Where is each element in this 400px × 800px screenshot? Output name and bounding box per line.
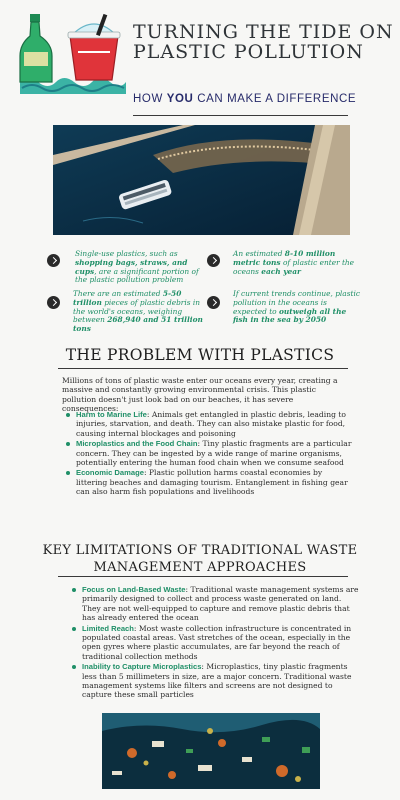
- arrow-right-icon: [47, 254, 60, 267]
- arrow-right-icon: [207, 296, 220, 309]
- fact-single-use: Single-use plastics, such as shopping bags, straws, and cups, are a significant portion of the plastic pollution problem: [75, 249, 199, 285]
- fact-debris-count: There are an estimated 5-50 trillion pieces of plastic debris in the world's oceans, weighing between 268,940 and 51 trillion tons: [73, 289, 203, 334]
- header-divider: [133, 115, 348, 116]
- list-item: Harm to Marine Life: Animals get entangled in plastic debris, leading to injuries, starvation, and death. They can also mistake plastic for food, causing internal blockages and poisoning: [64, 410, 354, 438]
- section-heading-problem: THE PROBLEM WITH PLASTICS: [65, 346, 335, 364]
- bottle-and-cup-icon: [18, 12, 128, 94]
- section-heading-limitations: KEY LIMITATIONS OF TRADITIONAL WASTE MANAGEMENT APPROACHES: [42, 543, 358, 575]
- facts-grid: [45, 248, 365, 340]
- list-item: Limited Reach: Most waste collection infrastructure is concentrated in populated coastal areas. Vast stretches of the ocean, especially in the open gyres where plastic accumulates, are far beyond the reach of traditional collection methods: [70, 624, 360, 662]
- subtitle-post: CAN MAKE A DIFFERENCE: [193, 93, 357, 105]
- ocean-debris-image: [102, 713, 320, 789]
- arrow-right-icon: [207, 254, 220, 267]
- page-subtitle: [133, 93, 398, 105]
- section-divider: [58, 576, 348, 577]
- page-title: TURNING THE TIDE ON PLASTIC POLLUTION: [133, 21, 394, 63]
- limitations-list: [70, 585, 360, 701]
- list-item: Inability to Capture Microplastics: Microplastics, tiny plastic fragments less than 5 millimeters in size, are a major concern. Traditional waste management systems like filters and screens are not designed to capture these small particles: [70, 662, 360, 700]
- subtitle-pre: HOW: [133, 93, 167, 105]
- header: [0, 0, 400, 118]
- hero-ocean-cleanup-image: [53, 125, 350, 235]
- arrow-right-icon: [47, 296, 60, 309]
- fact-tons-per-year: An estimated 8-10 million metric tons of plastic enter the oceans each year: [233, 249, 355, 276]
- list-item: Microplastics and the Food Chain: Tiny plastic fragments are a particular concern. They can be ingested by a wide range of marine organisms, potentially entering the human food chain when we consume seafood: [64, 439, 354, 467]
- consequences-list: [64, 410, 354, 498]
- subtitle-you: YOU: [166, 93, 194, 105]
- list-item: Focus on Land-Based Waste: Traditional waste management systems are primarily designed to collect and process waste generated on land. They are not well-equipped to capture and remove plastic debris that has already entered the ocean: [70, 585, 360, 623]
- section-intro: Millions of tons of plastic waste enter our oceans every year, creating a massive and constantly growing environmental crisis. This plastic pollution doesn't just look bad on our beaches, it has severe consequences:: [62, 376, 338, 414]
- list-item: Economic Damage: Plastic pollution harms coastal economies by littering beaches and damaging tourism. Entanglement in fishing gear can also harm fish populations and livelihoods: [64, 468, 354, 496]
- fact-outweigh-fish: If current trends continue, plastic pollution in the oceans is expected to outweigh all the fish in the sea by 2050: [233, 289, 360, 325]
- section-divider: [58, 368, 348, 369]
